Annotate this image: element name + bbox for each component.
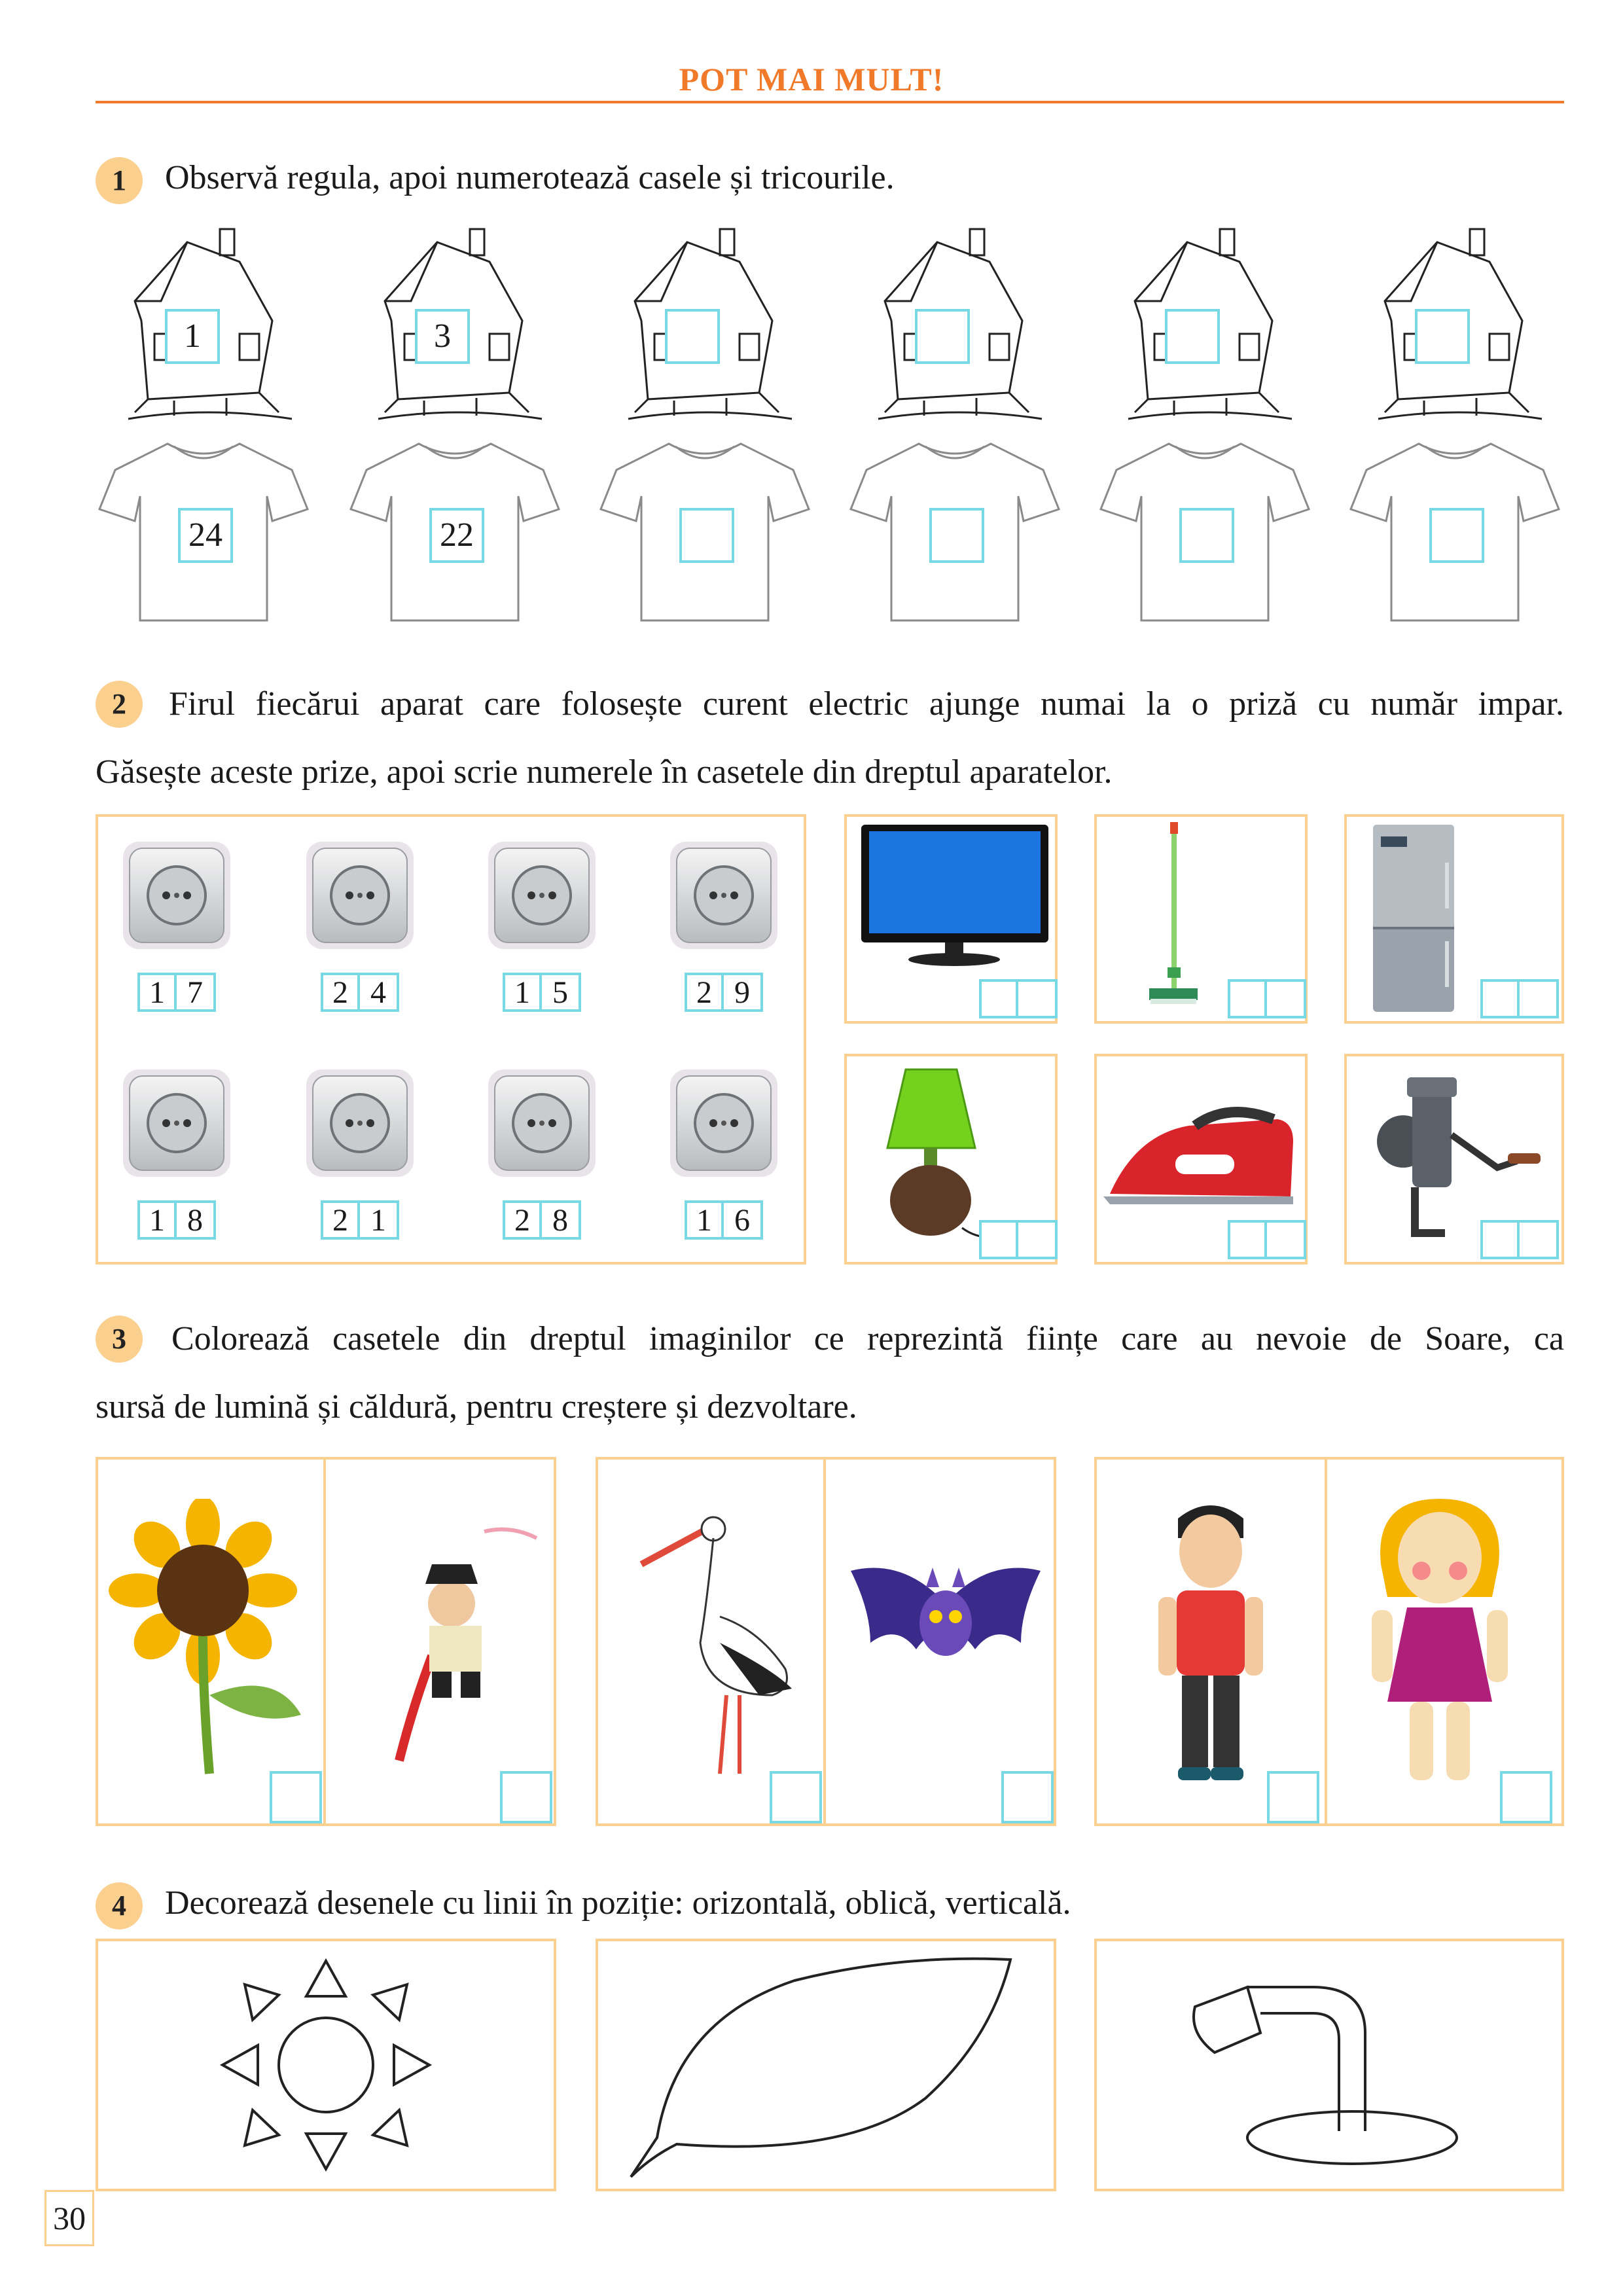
tshirt-number-box[interactable]: 22 <box>429 508 484 563</box>
socket-digit: 8 <box>542 1200 581 1240</box>
socket-digit: 2 <box>321 1200 360 1240</box>
fridge-answer-boxes[interactable] <box>1480 979 1559 1018</box>
socket-icon <box>120 1067 233 1179</box>
socket-number <box>137 1200 216 1240</box>
socket-digit: 8 <box>177 1200 216 1240</box>
socket-icon <box>668 839 780 952</box>
page-number: 30 <box>45 2190 94 2246</box>
tshirt-number-box[interactable] <box>1179 508 1234 563</box>
socket-icon <box>304 1067 416 1179</box>
socket-digit: 4 <box>360 973 399 1012</box>
sun-outline-icon <box>98 1941 554 2189</box>
exercise-2-instruction-line2: Găsește aceste prize, apoi scrie numerele în casetele din dreptul aparatelor. <box>96 753 1113 791</box>
house-number-box[interactable] <box>1415 309 1470 364</box>
socket-digit: 1 <box>685 1200 724 1240</box>
socket-number <box>685 973 763 1012</box>
socket-digit: 7 <box>177 973 216 1012</box>
tshirt-number-box[interactable] <box>1429 508 1484 563</box>
iron-answer-boxes[interactable] <box>1228 1220 1306 1259</box>
sunflower-checkbox[interactable] <box>270 1771 322 1823</box>
exercise-1-instruction: Observă regula, apoi numerotează casele și tricourile. <box>165 159 895 196</box>
tshirt-number-box[interactable] <box>679 508 734 563</box>
house-number-box[interactable] <box>665 309 720 364</box>
doll-icon <box>1361 1492 1518 1793</box>
exercise-2-badge: 2 <box>96 681 143 728</box>
picture-group-2-divider <box>823 1457 826 1826</box>
house-number-box[interactable]: 1 <box>165 309 220 364</box>
bat-checkbox[interactable] <box>1001 1771 1054 1823</box>
exercise-4-badge: 4 <box>96 1882 143 1929</box>
socket-icon <box>120 839 233 952</box>
exercise-3-instruction-line2: sursă de lumină și căldură, pentru creștere și dezvoltare. <box>96 1388 857 1426</box>
picture-group-3-divider <box>1325 1457 1327 1826</box>
socket-icon <box>486 839 598 952</box>
drawing-panel-leaf[interactable] <box>596 1939 1056 2191</box>
martisor-icon <box>340 1512 550 1774</box>
socket-icon <box>486 1067 598 1179</box>
doll-checkbox[interactable] <box>1500 1771 1552 1823</box>
house-number-box[interactable] <box>915 309 970 364</box>
stork-icon <box>628 1499 812 1787</box>
meat-grinder-answer-boxes[interactable] <box>1480 1220 1559 1259</box>
socket-digit: 2 <box>321 973 360 1012</box>
leaf-outline-icon <box>598 1941 1054 2189</box>
socket-digit: 2 <box>685 973 724 1012</box>
socket-digit: 9 <box>724 973 763 1012</box>
header-divider <box>96 101 1564 103</box>
boy-checkbox[interactable] <box>1267 1771 1319 1823</box>
socket-number <box>321 973 399 1012</box>
exercise-4-instruction: Decorează desenele cu linii în poziție: orizontală, oblică, verticală. <box>165 1884 1071 1922</box>
socket-digit: 1 <box>503 973 542 1012</box>
boy-icon <box>1139 1492 1283 1787</box>
sunflower-icon <box>105 1499 321 1787</box>
socket-digit: 1 <box>137 1200 177 1240</box>
tshirt-number-box[interactable] <box>929 508 984 563</box>
picture-group-1-divider <box>323 1457 326 1826</box>
drawing-panel-sun[interactable] <box>96 1939 556 2191</box>
exercise-3-instruction-line1: Colorează casetele din dreptul imaginilor ce reprezintă ființe care au nevoie de Soare, ca <box>171 1320 1564 1357</box>
socket-digit: 1 <box>137 973 177 1012</box>
desk-lamp-outline-icon <box>1097 1941 1561 2189</box>
socket-digit: 2 <box>503 1200 542 1240</box>
stork-checkbox[interactable] <box>770 1771 822 1823</box>
lamp-answer-boxes[interactable] <box>979 1220 1058 1259</box>
house-number-box[interactable] <box>1165 309 1220 364</box>
mop-answer-boxes[interactable] <box>1228 979 1306 1018</box>
socket-digit: 6 <box>724 1200 763 1240</box>
drawing-panel-desk-lamp[interactable] <box>1094 1939 1564 2191</box>
page-title: POT MAI MULT! <box>679 61 944 98</box>
socket-icon <box>304 839 416 952</box>
martisor-checkbox[interactable] <box>500 1771 552 1823</box>
socket-number <box>503 1200 581 1240</box>
socket-digit: 5 <box>542 973 581 1012</box>
socket-number <box>321 1200 399 1240</box>
bat-icon <box>844 1551 1047 1708</box>
exercise-2-instruction-line1: Firul fiecărui aparat care folosește curent electric ajunge numai la o priză cu număr impar. <box>169 685 1564 723</box>
house-number-box[interactable]: 3 <box>415 309 470 364</box>
exercise-3-badge: 3 <box>96 1316 143 1363</box>
tv-answer-boxes[interactable] <box>979 979 1058 1018</box>
exercise-1-badge: 1 <box>96 157 143 204</box>
socket-number <box>503 973 581 1012</box>
socket-digit: 1 <box>360 1200 399 1240</box>
tshirt-number-box[interactable]: 24 <box>178 508 233 563</box>
socket-number <box>137 973 216 1012</box>
socket-icon <box>668 1067 780 1179</box>
socket-number <box>685 1200 763 1240</box>
